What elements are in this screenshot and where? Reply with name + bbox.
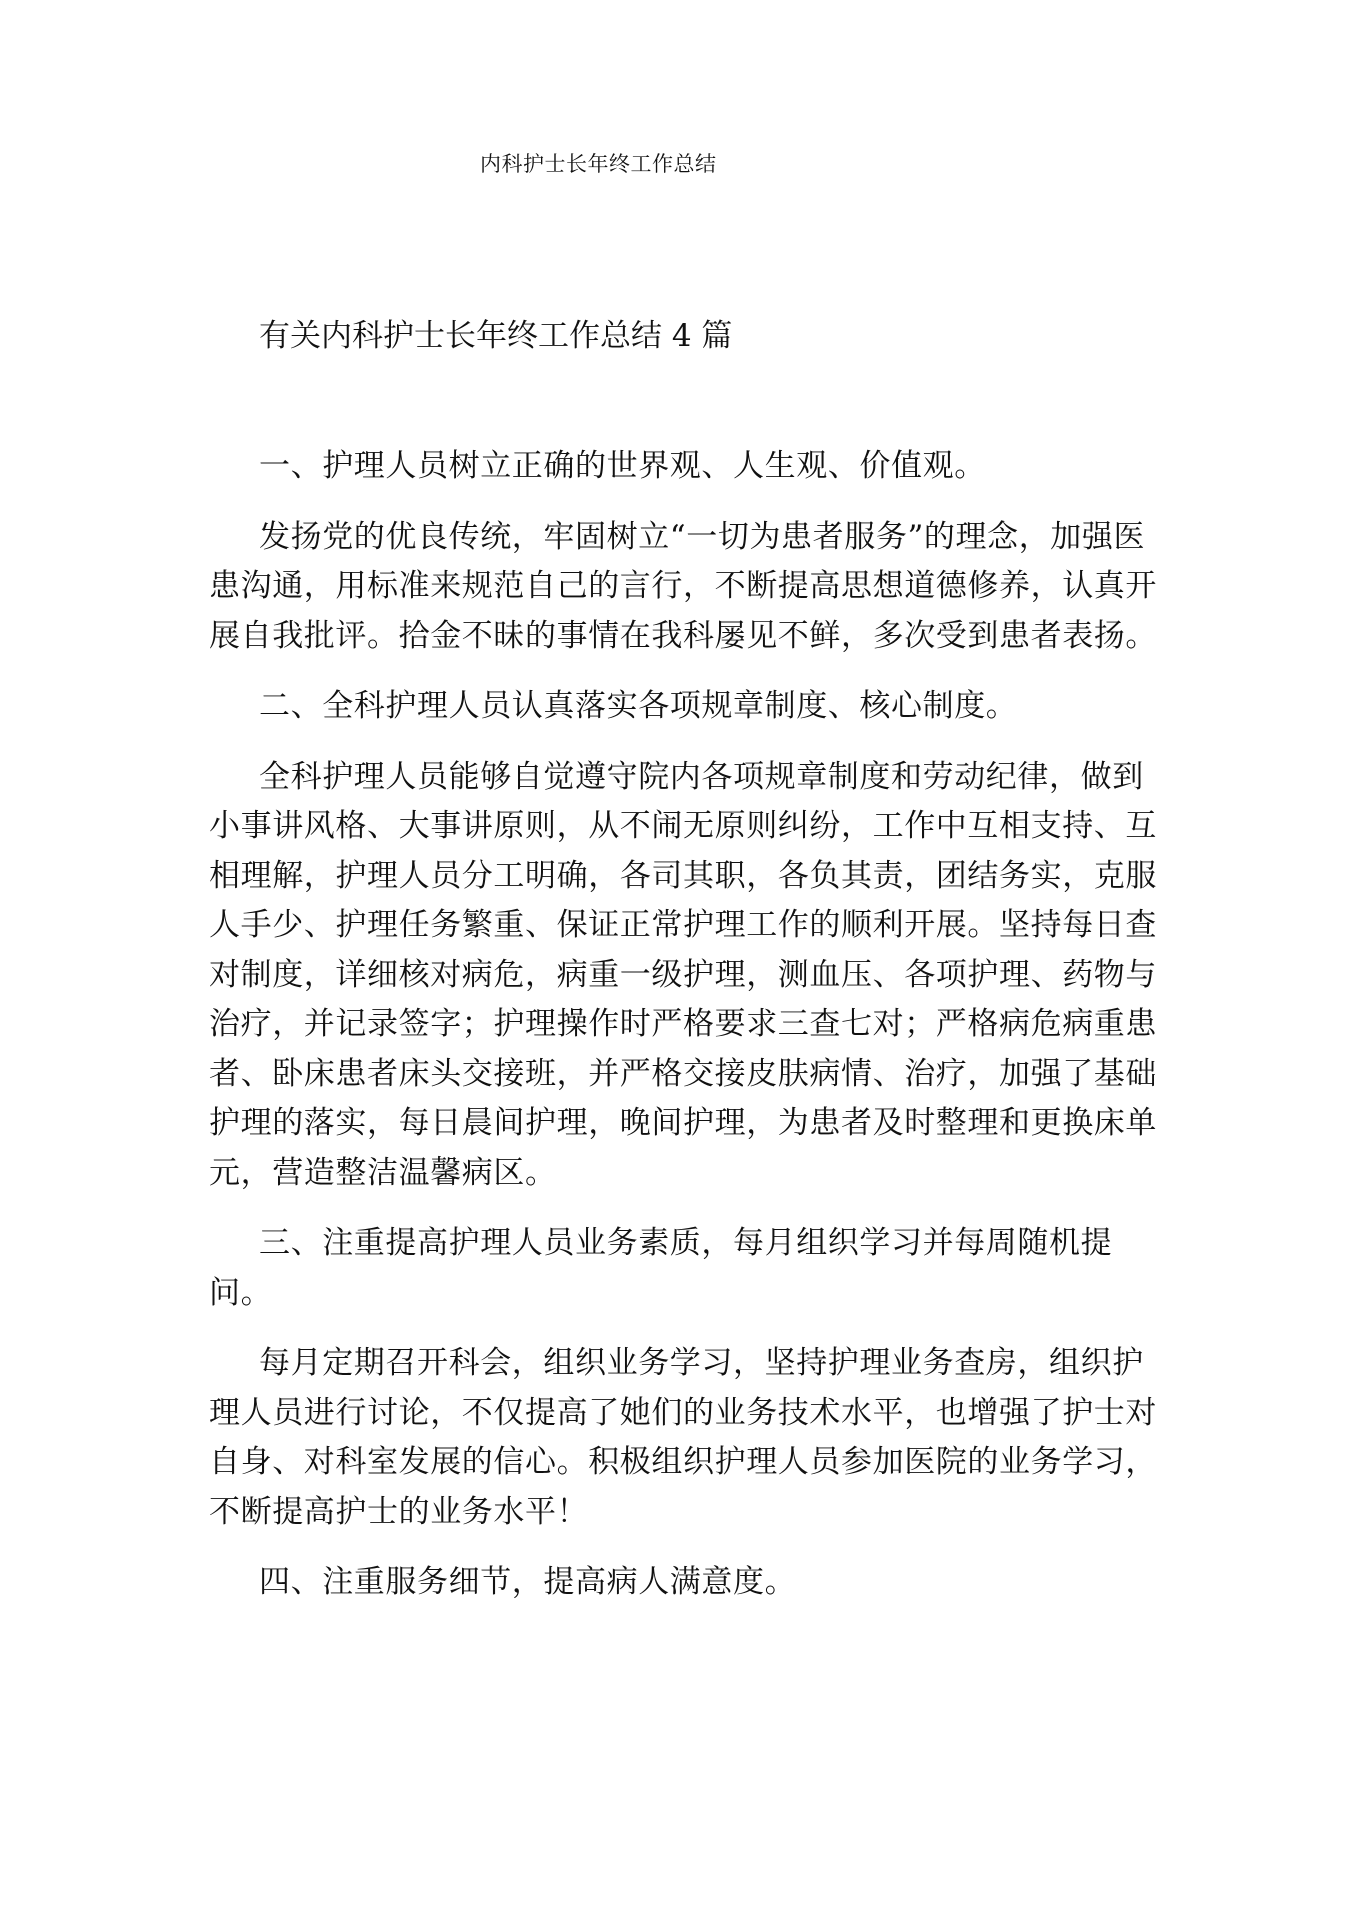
section-heading-2: 二、全科护理人员认真落实各项规章制度、核心制度。 (259, 688, 1018, 724)
section-heading-4: 四、注重服务细节，提高病人满意度。 (259, 1564, 797, 1600)
section-heading-1: 一、护理人员树立正确的世界观、人生观、价值观。 (259, 448, 986, 484)
section-heading-3: 三、注重提高护理人员业务素质，每月组织学习并每周随机提问。 (209, 1225, 1113, 1311)
body-paragraph: 发扬党的优良传统，牢固树立“一切为患者服务”的理念，加强医患沟通，用标准来规范自己的言行，不断提高思想道德修养，认真开展自我批评。拾金不昧的事情在我科屡见不鲜，多次受到患者表扬。 (209, 518, 1157, 654)
running-header: 内科护士长年终工作总结 (480, 152, 717, 176)
body-paragraph: 每月定期召开科会，组织业务学习，坚持护理业务查房，组织护理人员进行讨论，不仅提高了她们的业务技术水平，也增强了护士对自身、对科室发展的信心。积极组织护理人员参加医院的业务学习，不断提高护士的业务水平！ (209, 1345, 1157, 1530)
body-paragraph: 全科护理人员能够自觉遵守院内各项规章制度和劳动纪律，做到小事讲风格、大事讲原则，从不闹无原则纠纷，工作中互相支持、互相理解，护理人员分工明确，各司其职，各负其责，团结务实，克服人手少、护理任务繁重、保证正常护理工作的顺利开展。坚持每日查对制度，详细核对病危，病重一级护理，测血压、各项护理、药物与治疗，并记录签字；护理操作时严格要求三查七对；严格病危病重患者、卧床患者床头交接班，并严格交接皮肤病情、治疗，加强了基础护理的落实，每日晨间护理，晚间护理，为患者及时整理和更换床单元，营造整洁温馨病区。 (209, 758, 1157, 1191)
document-body (209, 442, 1169, 1629)
document-title: 有关内科护士长年终工作总结 4 篇 (259, 318, 733, 354)
